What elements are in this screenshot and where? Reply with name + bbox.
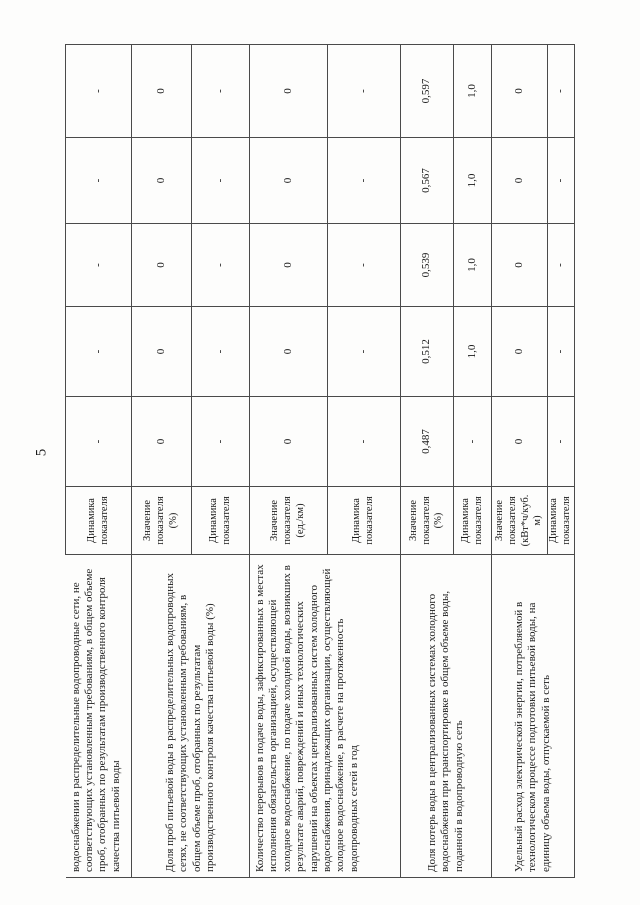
value-cell: - [66, 224, 132, 307]
value-cell: - [454, 397, 492, 487]
value-cell: - [548, 138, 575, 224]
value-cell: - [328, 397, 401, 487]
value-cell: 0 [250, 224, 328, 307]
value-cell: - [66, 397, 132, 487]
indicator-cell: Доля проб питьевой воды в распределительных водопроводных сетях, не соответствующих установленным требованиям, в общем объеме проб, отобранных по результатам производственного контроля качества питьевой воды (%) [132, 555, 250, 878]
value-cell: 0 [132, 138, 192, 224]
value-cell: 1,0 [454, 45, 492, 138]
value-cell: 0 [132, 224, 192, 307]
value-cell: - [328, 45, 401, 138]
value-cell: - [192, 224, 250, 307]
indicators-table [65, 44, 575, 878]
indicator-type-cell: Динамика показателя [192, 487, 250, 555]
value-cell: 0 [492, 45, 548, 138]
value-cell: 1,0 [454, 138, 492, 224]
value-cell: 1,0 [454, 307, 492, 397]
value-cell: - [548, 307, 575, 397]
table-row [250, 45, 328, 878]
value-cell: 0 [250, 138, 328, 224]
table-row [492, 45, 548, 878]
indicator-type-cell: Значение показателя (ед./км) [250, 487, 328, 555]
value-cell: - [66, 307, 132, 397]
value-cell: - [192, 397, 250, 487]
value-cell: - [328, 307, 401, 397]
table-row [132, 45, 192, 878]
indicator-cell: Удельный расход электрической энергии, потребляемой в технологическом процессе подготовки питьевой воды, на единицу объема воды, отпускаемой в сеть [492, 555, 575, 878]
value-cell: 0,487 [401, 397, 454, 487]
indicator-type-cell: Значение показателя (кВт*ч/куб. м) [492, 487, 548, 555]
indicator-type-cell: Динамика показателя [66, 487, 132, 555]
value-cell: 0 [492, 307, 548, 397]
value-cell: - [548, 224, 575, 307]
indicator-type-cell: Динамика показателя [454, 487, 492, 555]
value-cell: 0 [132, 307, 192, 397]
indicator-type-cell: Значение показателя (%) [401, 487, 454, 555]
indicator-cell: Количество перерывов в подаче воды, зафиксированных в местах исполнения обязательств организацией, осуществляющей холодное водоснабжение, по подаче холодной воды, возникших в результате аварий, повреждений и иных технологических нарушений на объектах централизованных систем холодного водоснабжения, принадлежащих организации, осуществляющей холодное водоснабжение, в расчете на протяженность водопроводных сетей в год [250, 555, 401, 878]
value-cell: 0,539 [401, 224, 454, 307]
value-cell: - [192, 45, 250, 138]
value-cell: 0 [132, 45, 192, 138]
table-row [401, 45, 454, 878]
indicator-type-cell: Динамика показателя [328, 487, 401, 555]
indicator-cell: водоснабжении в распределительные водопроводные сети, не соответствующих установленным требованиям, в общем объеме проб, отобранных по результатам производственного контроля качества питьевой воды [66, 555, 132, 878]
value-cell: - [192, 138, 250, 224]
value-cell: 0 [492, 224, 548, 307]
value-cell: 0,567 [401, 138, 454, 224]
table-row [66, 45, 132, 878]
value-cell: 0 [132, 397, 192, 487]
value-cell: - [66, 45, 132, 138]
value-cell: - [192, 307, 250, 397]
page-number: 5 [33, 448, 50, 457]
value-cell: - [66, 138, 132, 224]
value-cell: 0 [492, 397, 548, 487]
value-cell: 0,512 [401, 307, 454, 397]
value-cell: 0 [492, 138, 548, 224]
value-cell: - [548, 397, 575, 487]
value-cell: 0,597 [401, 45, 454, 138]
value-cell: - [328, 224, 401, 307]
indicator-type-cell: Значение показателя (%) [132, 487, 192, 555]
value-cell: 1,0 [454, 224, 492, 307]
indicator-type-cell: Динамика показателя [548, 487, 575, 555]
value-cell: 0 [250, 307, 328, 397]
value-cell: - [328, 138, 401, 224]
value-cell: 0 [250, 45, 328, 138]
value-cell: - [548, 45, 575, 138]
value-cell: 0 [250, 397, 328, 487]
indicator-cell: Доля потерь воды в централизованных системах холодного водоснабжения при транспортировке в общем объеме воды, поданной в водопроводную сеть [401, 555, 492, 878]
